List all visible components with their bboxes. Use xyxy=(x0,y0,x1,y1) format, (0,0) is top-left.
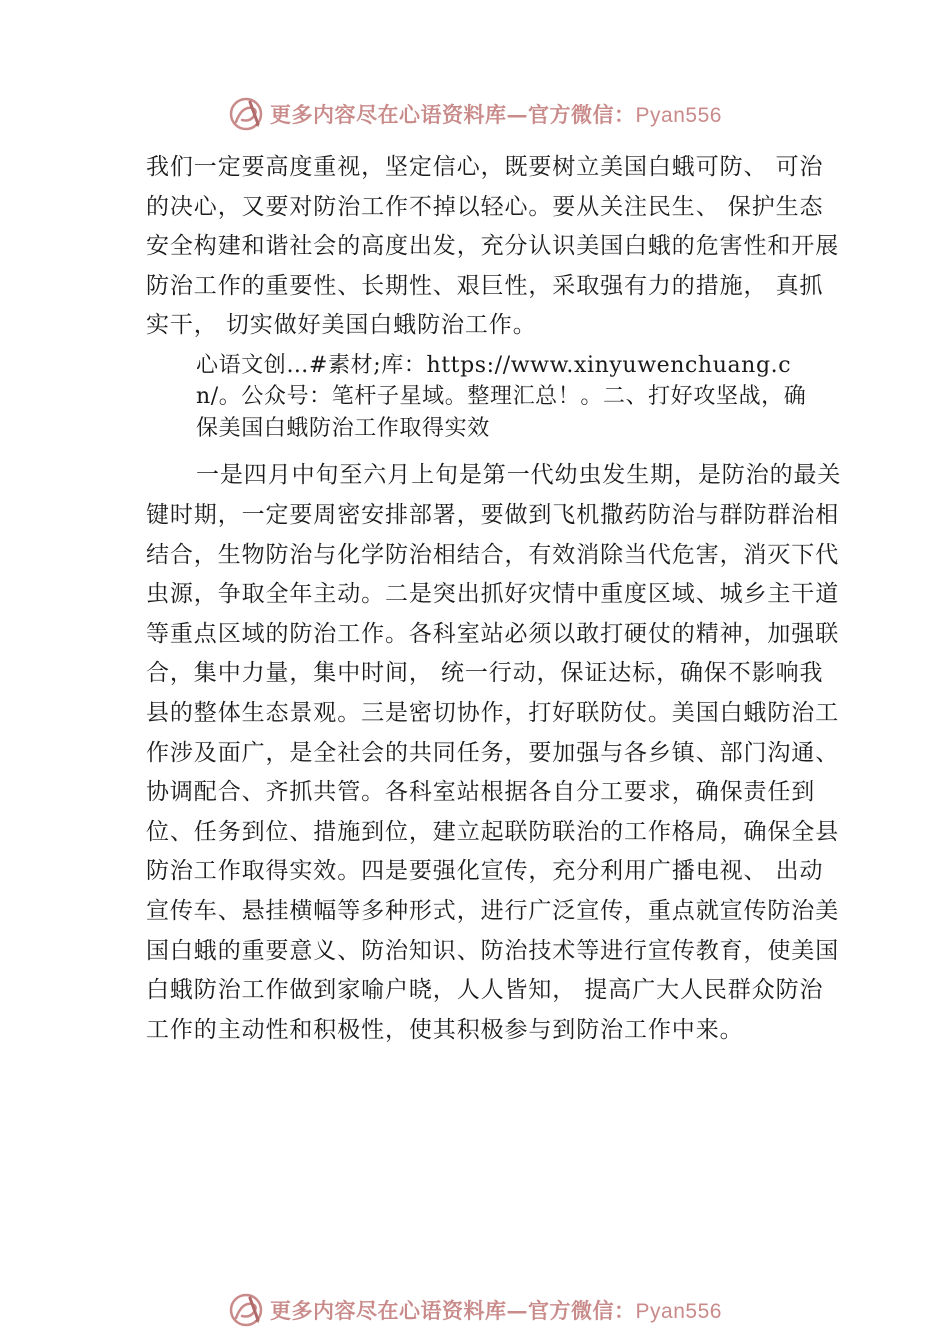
header-banner xyxy=(0,92,950,136)
paragraph-1: 我们一定要高度重视，坚定信心，既要树立美国白蛾可防、 可治的决心，又要对防治工作不掉以轻心。要从关注民生、 保护生态安全构建和谐社会的高度出发，充分认识美国白蛾的危害性和开展防治工作的重要性、长期性、艰巨性，采取强有力的措施， 真抓实干， 切实做好美国白蛾防治工作。 xyxy=(146,154,840,339)
red-pen-seal-logo xyxy=(228,96,264,132)
banner-text: 更多内容尽在心语资料库—官方微信：Pyan556 xyxy=(270,1298,722,1323)
footer-banner xyxy=(0,1288,950,1332)
wechat-id: Pyan556 xyxy=(635,104,722,127)
document-body xyxy=(146,148,846,1050)
paragraph-2: 一是四月中旬至六月上旬是第一代幼虫发生期，是防治的最关键时期，一定要周密安排部署，要做到飞机撒药防治与群防群治相结合，生物防治与化学防治相结合，有效消除当代危害，消灭下代虫源，争取全年主动。二是突出抓好灾情中重度区域、城乡主干道等重点区域的防治工作。各科室站必须以敢打硬仗的精神，加强联合，集中力量，集中时间， 统一行动，保证达标，确保不影响我县的整体生态景观。三是密切协作，打好联防仗。美国白蛾防治工作涉及面广，是全社会的共同任务，要加强与各乡镇、部门沟通、协调配合、齐抓共管。各科室站根据各自分工要求，确保责任到位、任务到位、措施到位，建立起联防联治的工作格局，确保全县防治工作取得实效。四是要强化宣传，充分利用广播电视、 出动宣传车、悬挂横幅等多种形式，进行广泛宣传，重点就宣传防治美国白蛾的重要意义、防治知识、防治技术等进行宣传教育，使美国白蛾防治工作做到家喻户晓，人人皆知， 提高广大人民群众防治工作的主动性和积极性，使其积极参与到防治工作中来。 xyxy=(146,462,842,1043)
red-pen-seal-logo xyxy=(228,1292,264,1328)
wechat-id: Pyan556 xyxy=(635,1300,722,1323)
source-note: 心语文创…#素材;库：https://www.xinyuwenchuang.cn/。公众号：笔杆子星域。整理汇总！。二、打好攻坚战，确保美国白蛾防治工作取得实效 xyxy=(196,352,807,441)
banner-text: 更多内容尽在心语资料库—官方微信：Pyan556 xyxy=(270,102,722,127)
